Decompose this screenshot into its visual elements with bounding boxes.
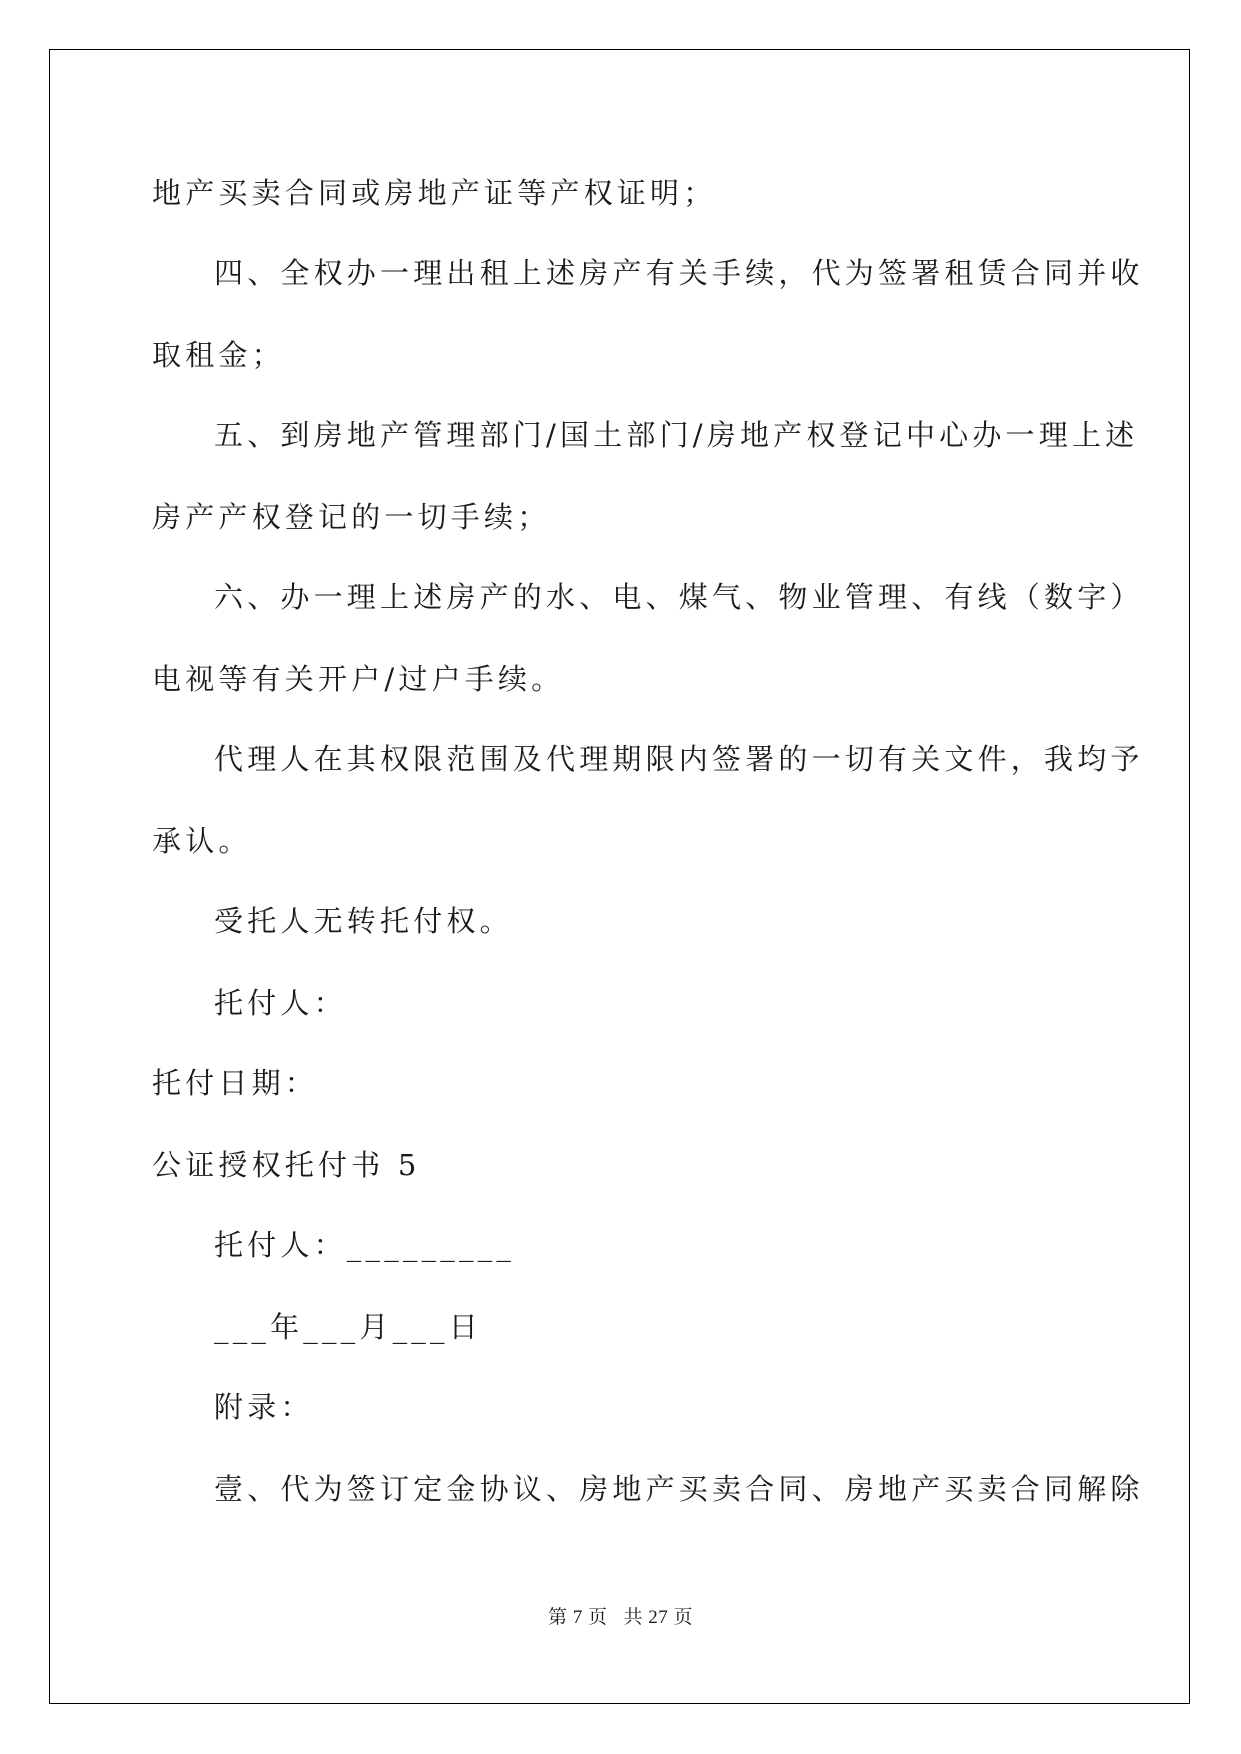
page-number-total: 共 27 页 [623,1607,694,1628]
section-title: 公证授权托付书 5 [152,1148,421,1182]
page-number-current: 第 7 页 [547,1607,608,1628]
body-line-2: 四、全权办一理出租上述房产有关手续，代为签署租赁合同并收 [214,256,1144,290]
body-line-16: 附录： [214,1390,314,1424]
body-line-12: 托付日期： [152,1066,319,1100]
body-line-17: 壹、代为签订定金协议、房地产买卖合同、房地产买卖合同解除 [214,1472,1144,1506]
body-line-10: 受托人无转托付权。 [214,904,513,938]
body-line-3: 取租金； [152,338,285,372]
page-border [49,49,1190,1704]
body-line-7: 电视等有关开户/过户手续。 [152,662,565,696]
body-line-6: 六、办一理上述房产的水、电、煤气、物业管理、有线（数字） [214,580,1144,614]
page-footer [0,1606,1241,1630]
body-line-5: 房产产权登记的一切手续； [152,500,551,534]
body-line-9: 承认。 [152,824,252,858]
body-line-4: 五、到房地产管理部门/国土部门/房地产权登记中心办一理上述 [214,418,1139,452]
body-line-15: ___年___月___日 [214,1310,482,1344]
body-line-8: 代理人在其权限范围及代理期限内签署的一切有关文件，我均予 [214,742,1144,776]
body-line-11: 托付人： [214,986,347,1020]
body-line-1: 地产买卖合同或房地产证等产权证明； [152,176,717,210]
body-line-14: 托付人：_________ [214,1228,516,1262]
